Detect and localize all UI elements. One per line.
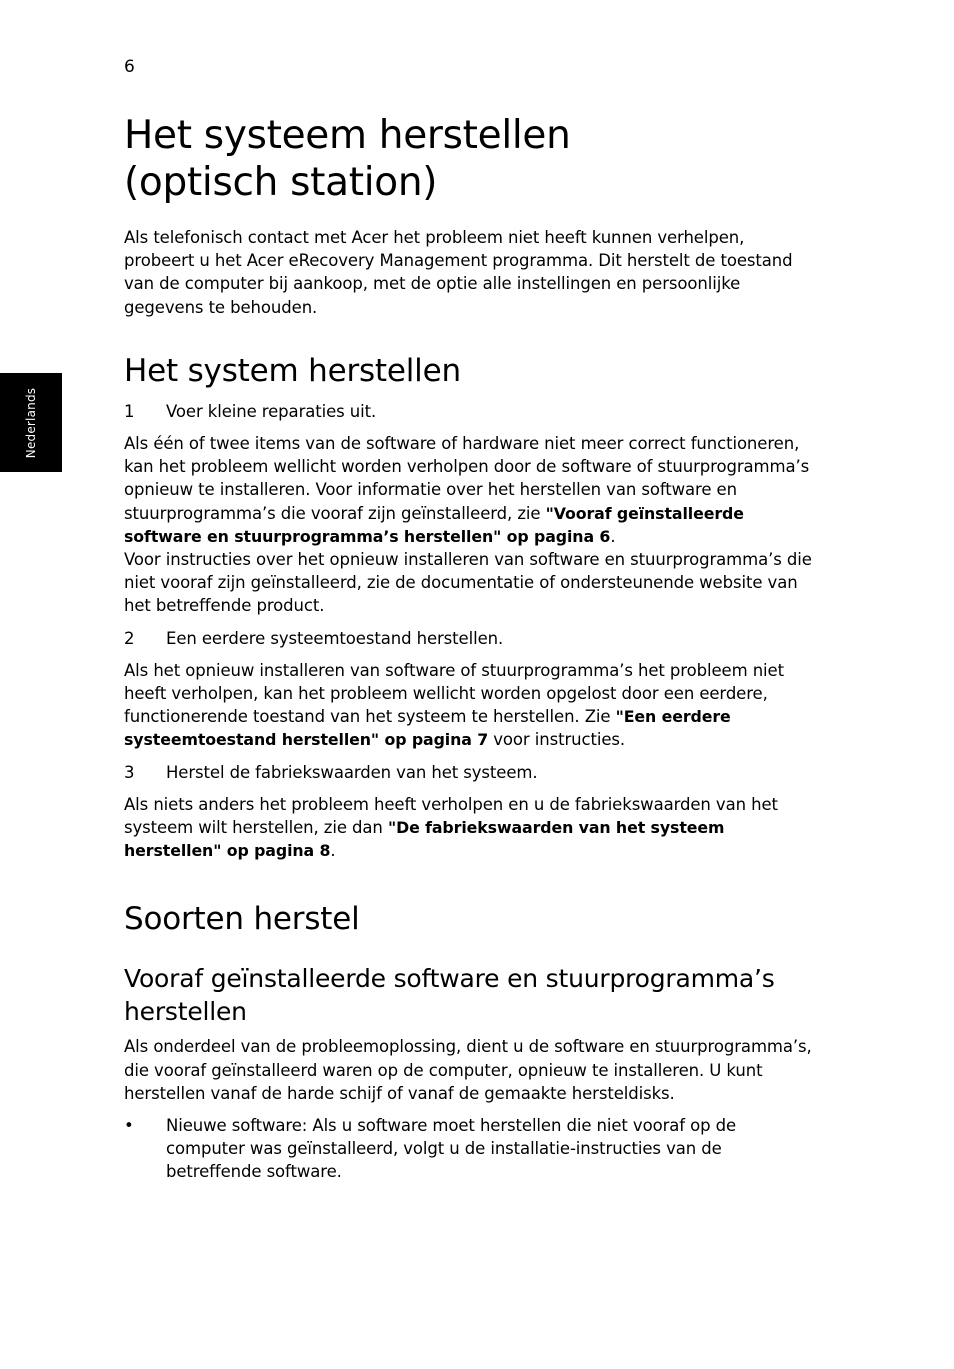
link-reinstall-software[interactable]: "Vooraf geïnstalleerde software en stuurprogramma’s herstellen" op pagina 6 [124,503,744,546]
section-heading-system-restore: Het system herstellen [124,352,461,389]
step-1-number: 1 [124,401,135,421]
page-number: 6 [124,57,135,77]
page-title-line1: Het systeem herstellen [124,113,571,158]
step-3 [124,761,814,784]
step-1 [124,400,814,423]
intro-paragraph: Als telefonisch contact met Acer het probleem niet heeft kunnen verhelpen, probeert u het Acer eRecovery Management programma. Dit herstelt de toestand van de computer bij aankoop, met de optie alle instellingen en persoonlijke gegevens te behouden. [124,228,793,317]
page-content [124,112,814,1193]
step-1-paragraph-text: Als één of twee items van de software of hardware niet meer correct functioneren, kan het probleem wellicht worden verholpen door de software of stuurprogramma’s opnieuw te installeren. Voor informatie over het herstellen van software en stuurprogramma’s die vooraf zijn geïnstalleerd, zie [124,434,810,523]
reinstall-paragraph: Als onderdeel van de probleemoplossing, dient u de software en stuurprogramma’s, die vooraf geïnstalleerd waren op de computer, opnieuw te installeren. U kunt herstellen vanaf de harde schijf of vanaf de gemaakte hersteldisks. [124,1037,812,1103]
step-2-number: 2 [124,628,135,648]
subsection-heading-reinstall: Vooraf geïnstalleerde software en stuurprogramma’s herstellen [124,964,775,1027]
step-3-text: Herstel de fabriekswaarden van het systeem. [166,762,538,782]
step-2-paragraph-text: Als het opnieuw installeren van software of stuurprogramma’s het probleem niet heeft verholpen, kan het probleem wellicht worden opgelost door een eerdere, functionerende toestand van het systeem te herstellen. Zie [124,660,784,727]
language-side-tab-label: Nederlands [24,387,38,459]
step-3-paragraph-end: . [330,841,336,861]
step-3-number: 3 [124,762,135,782]
language-side-tab [0,373,62,472]
step-3-paragraph [124,793,814,863]
step-1-paragraph-end: . [610,526,616,546]
step-1-paragraph [124,432,814,548]
bullet-text: Nieuwe software: Als u software moet herstellen die niet vooraf op de computer was geïnstalleerd, volgt u de installatie-instructies van de betreffende software. [166,1116,737,1182]
link-factory-defaults[interactable]: "De fabriekswaarden van het systeem herstellen" op pagina 8 [124,818,725,861]
step-1-paragraph-2: Voor instructies over het opnieuw installeren van software en stuurprogramma’s die niet vooraf zijn geïnstalleerd, zie de documentatie of ondersteunende website van het betreffende product. [124,550,812,616]
step-1-text: Voer kleine reparaties uit. [166,401,377,421]
step-2 [124,627,814,650]
bullet-symbol: • [124,1116,134,1136]
link-previous-state[interactable]: "Een eerdere systeemtoestand herstellen" op pagina 7 [124,707,731,750]
step-2-paragraph [124,659,814,752]
step-2-text: Een eerdere systeemtoestand herstellen. [166,628,504,648]
bullet-item [124,1114,814,1184]
step-2-paragraph-end: voor instructies. [488,730,626,750]
section-heading-recovery-types: Soorten herstel [124,901,360,938]
page-title-line2: (optisch station) [124,160,438,205]
step-3-paragraph-text: Als niets anders het probleem heeft verholpen en u de fabriekswaarden van het systeem wilt herstellen, zie dan [124,794,778,838]
page-title [124,112,814,206]
